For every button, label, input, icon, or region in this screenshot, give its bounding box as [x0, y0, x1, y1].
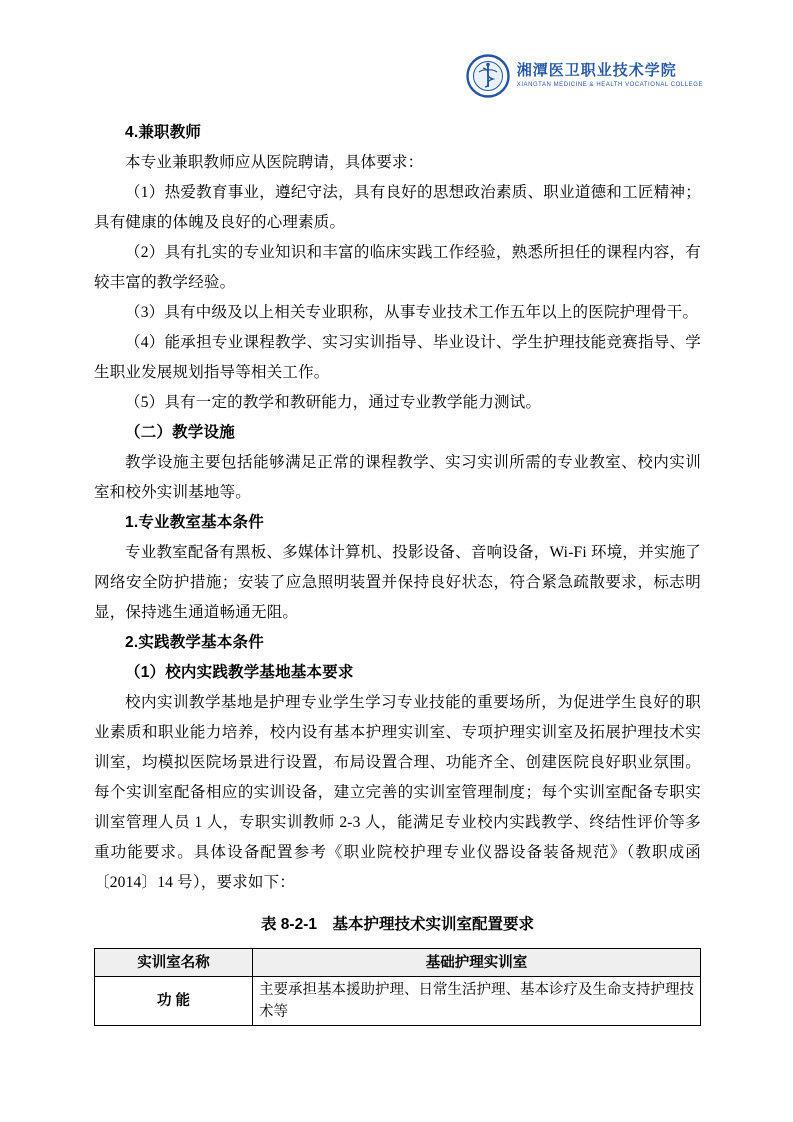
- college-logo-text: [517, 63, 703, 88]
- college-emblem-icon: [466, 54, 510, 98]
- college-name-zh: 湘潭医卫职业技术学院: [516, 63, 677, 80]
- para-requirement-1: （1）热爱教育事业，遵纪守法，具有良好的思想政治素质、职业道德和工匠精神；具有健康的体魄及良好的心理素质。: [94, 184, 701, 231]
- para-classroom-equipment: 专业教室配备有黑板、多媒体计算机、投影设备、音响设备，Wi-Fi 环境，并实施了网络安全防护措施；安装了应急照明装置并保持良好状态，符合紧急疏散要求，标志明显，保持逃生通道畅通无阻。: [94, 544, 702, 621]
- heading-classroom-conditions: 1.专业教室基本条件: [125, 514, 264, 531]
- table-header-room-value: 基础护理实训室: [253, 949, 701, 977]
- para-training-base-detail: 校内实训教学基地是护理专业学生学习专业技能的重要场所，为促进学生良好的职业素质和职业能力培养，校内设有基本护理实训室、专项护理实训室及拓展护理技术实训室，均模拟医院场景进行设置，布局设置合理、功能齐全、创建医院良好职业氛围。每个实训室配备相应的实训设备，建立完善的实训室管理制度；每个实训室配备专职实训室管理人员 1 人，专职实训教师 2-3 人，能满足专业校内实践教学、终结性评价等多重功能要求。具体设备配置参考《职业院校护理专业仪器设备装备规范》（教职成函〔2014〕14 号），要求如下：: [94, 694, 701, 891]
- college-name-en: XIANGTAN MEDICINE & HEALTH VOCATIONAL COLLEGE: [516, 81, 703, 88]
- table-caption: 表 8-2-1 基本护理技术实训室配置要求: [261, 916, 534, 933]
- para-hiring-requirement-intro: 本专业兼职教师应从医院聘请，具体要求：: [125, 154, 424, 171]
- para-requirement-2: （2）具有扎实的专业知识和丰富的临床实践工作经验，熟悉所担任的课程内容，有较丰富的教学经验。: [94, 244, 701, 291]
- para-requirement-3: （3）具有中级及以上相关专业职称，从事专业技术工作五年以上的医院护理骨干。: [125, 304, 699, 321]
- table-cell-function-value: 主要承担基本援助护理、日常生活护理、基本诊疗及生命支持护理技术等: [253, 977, 701, 1026]
- table-header-room-name: 实训室名称: [95, 949, 253, 977]
- table-row: [95, 949, 701, 977]
- heading-practice-conditions: 2.实践教学基本条件: [125, 634, 264, 651]
- table-row: [95, 977, 701, 1026]
- heading-part-time-teachers: 4.兼职教师: [125, 124, 202, 141]
- heading-on-campus-base-req: （1）校内实践教学基地基本要求: [125, 664, 354, 681]
- heading-teaching-facilities: （二）教学设施: [125, 424, 235, 441]
- para-facilities-overview: 教学设施主要包括能够满足正常的课程教学、实习实训所需的专业教室、校内实训室和校外实训基地等。: [94, 454, 701, 501]
- training-room-config-table: [94, 948, 701, 1026]
- table-cell-function-label: 功 能: [95, 977, 253, 1026]
- para-requirement-4: （4）能承担专业课程教学、实习实训指导、毕业设计、学生护理技能竞赛指导、学生职业发展规划指导等相关工作。: [94, 334, 701, 381]
- college-logo: [466, 54, 703, 98]
- para-requirement-5: （5）具有一定的教学和教研能力，通过专业教学能力测试。: [125, 394, 542, 411]
